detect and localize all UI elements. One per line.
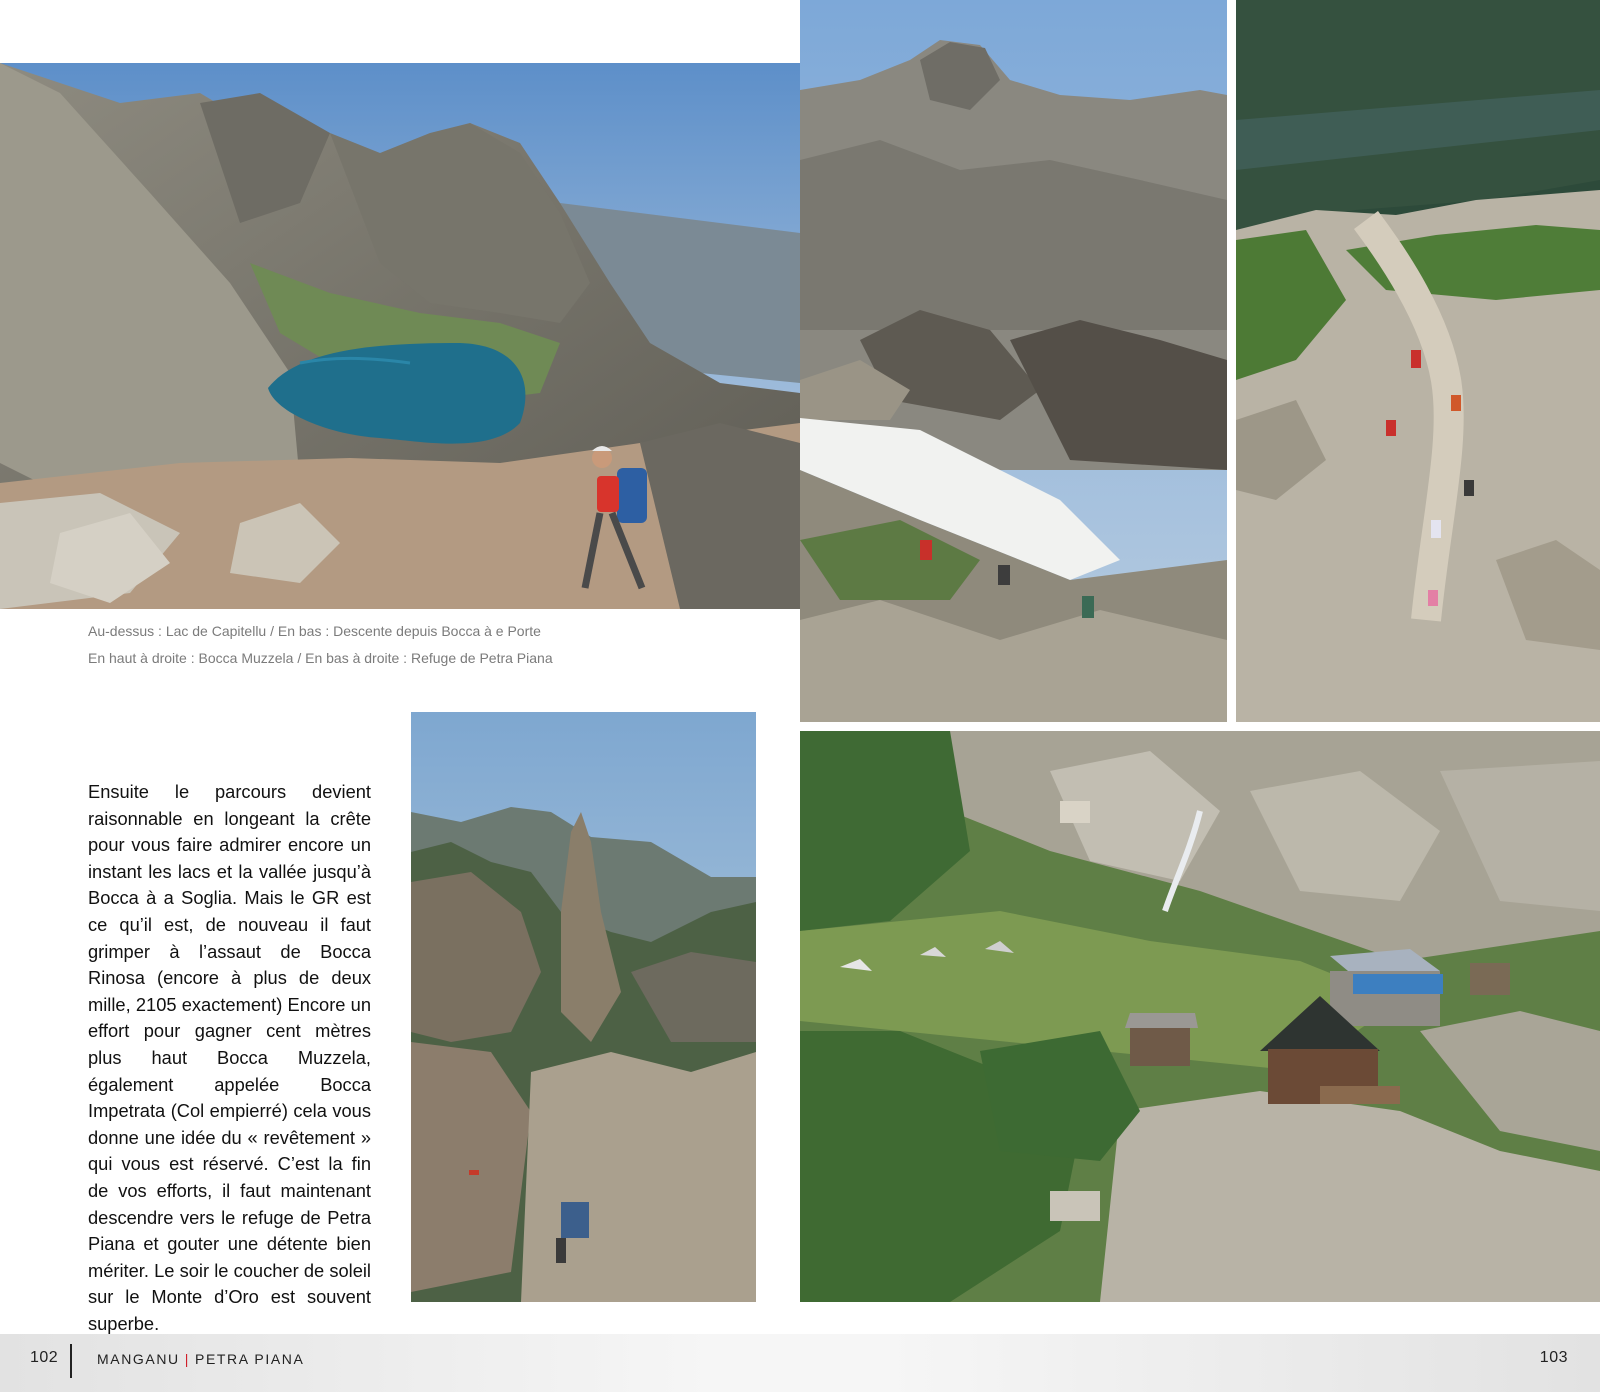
footer-divider xyxy=(70,1344,72,1378)
photo-refuge-de-petra-piana xyxy=(800,731,1600,1302)
photo-hikers-ascent xyxy=(1236,0,1600,722)
photo-caption-line-1: Au-dessus : Lac de Capitellu / En bas : Descente depuis Bocca à e Porte xyxy=(88,623,541,639)
footer-title-separator: | xyxy=(184,1351,191,1367)
photo-rock-spire-descent xyxy=(411,712,756,1302)
footer-title-part1: MANGANU xyxy=(97,1351,180,1367)
photo-caption-line-2: En haut à droite : Bocca Muzzela / En bas à droite : Refuge de Petra Piana xyxy=(88,650,553,666)
photo-lac-de-capitellu xyxy=(0,63,800,609)
article-body-text: Ensuite le parcours devient raisonnable en longeant la crête pour vous faire admirer encore un instant les lacs et la vallée jusqu’à Bocca à a Soglia. Mais le GR est ce qu’il est, de nouveau il faut grimper à l’assaut de Bocca Rinosa (encore à plus de deux mille, 2105 exactement) Encore un effort pour gagner cent mètres plus haut Bocca Muzzela, également appelée Bocca Impetrata (Col empierré) cela vous donne une idée du « revêtement » qui vous est réservé. C’est la fin de vos efforts, il faut maintenant descendre vers le refuge de Petra Piana et gouter une détente bien mériter. Le soir le coucher de soleil sur le Monte d’Oro est souvent superbe. xyxy=(88,781,371,1334)
photo-bocca-muzzela xyxy=(800,0,1227,722)
footer-title-part2: PETRA PIANA xyxy=(195,1351,305,1367)
page-number-right: 103 xyxy=(1539,1349,1568,1366)
footer-running-title xyxy=(97,1351,304,1367)
page-number-left: 102 xyxy=(30,1349,59,1366)
